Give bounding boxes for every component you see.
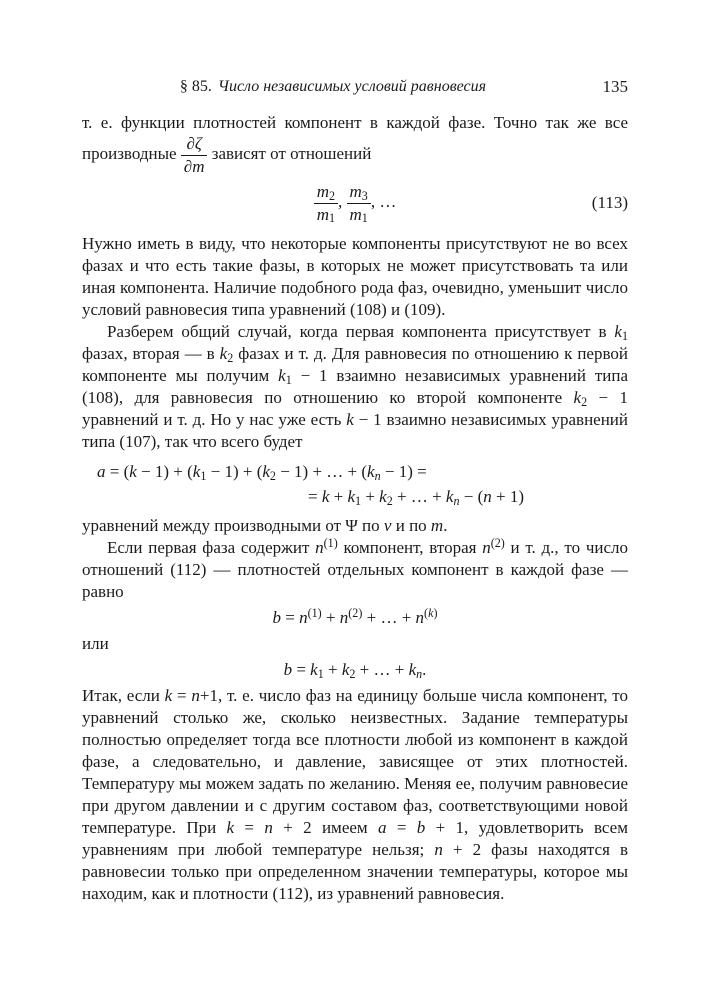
paragraph-first-phase: Если первая фаза содержит $n^{(1)}$ компонент, вторая $n^{(2)}$ и т. д., то число отношений (112) — плотностей отдельных компонент в каждой фазе — равно [82, 536, 628, 602]
paragraph-phases-note: Нужно иметь в виду, что некоторые компоненты присутствуют не во всех фазах и что есть такие фазы, в которых не может присутствовать та или иная компонента. Наличие подобного рода фаз, очевидно, уменьшит число условий равновесия типа уравнений (108) и (109). [82, 234, 628, 320]
paragraph-conclusion: Итак, если k = n+1, т. е. число фаз на единицу больше числа компонент, то уравнений столько же, сколько неизвестных. Задание температуры полностью определяет тогда все плотности любой из компонент в каждой фазе, а следовательно, и давление, зависящее от этих плотностей. Температуру мы можем задать по желанию. Меняя ее, получим равновесие при другом давлении и с другим составом фаз, соответствующими новой температуре. При k = n + 2 имеем a = b + 1, удовлетворить всем уравнениям при любой температуре нельзя; n + 2 фазы находятся в равновесии только при определенном значении температуры, которое мы находим, как и плотности (112), из уравнений равновесия. [82, 686, 628, 904]
page-number: 135 [602, 77, 628, 96]
section-title: Число независимых условий равновесия [217, 78, 487, 95]
display-formula-b2: $b = k_1 + k_2$ + … + $k_n$. [283, 660, 427, 681]
equation-a-line1: $a = (k - 1) + (k_1 - 1) + (k_2 - 1)$ + … + $(k_n - 1)$ = [97, 462, 427, 483]
equation-number-113: (113) [591, 193, 628, 213]
running-head [82, 76, 628, 98]
section-number: § 85. [179, 78, 212, 95]
equation-a-line2: = $k + k_1 + k_2$ + … + $k_n - (n + 1)$ [308, 487, 524, 508]
paragraph-equations-between: уравнений между производными от Ψ по v и по m. [82, 516, 448, 536]
or-connector: или [82, 634, 109, 654]
display-formula-b1: $b = n^{(1)} + n^{(2)}$ + … + $n^{(k)}$ [272, 606, 438, 628]
paragraph-intro: т. е. функции плотностей компонент в каждой фазе. Точно так же все производные $\frac{\partial\zeta}{\partial m}$ зависят от отношений [82, 113, 628, 176]
formula-113-body: $\frac{m_2}{m_1}$ , $\frac{m_3}{m_1}$ , … [314, 192, 397, 211]
running-head-title-group [82, 76, 628, 98]
display-formula-113 [82, 182, 628, 224]
paragraph-general-case: Разберем общий случай, когда первая компонента присутствует в $k_1$ фазах, вторая — в $k_2$ фазах и т. д. Для равновесия по отношению к первой компоненте мы получим $k_1 - 1$ взаимно независимых уравнений типа (108), для равновесия по отношению ко второй компоненте $k_2 - 1$ уравнений и т. д. Но у нас уже есть k − 1 взаимно независимых уравнений типа (107), так что всего будет [82, 322, 628, 452]
display-equation-a [82, 459, 628, 509]
